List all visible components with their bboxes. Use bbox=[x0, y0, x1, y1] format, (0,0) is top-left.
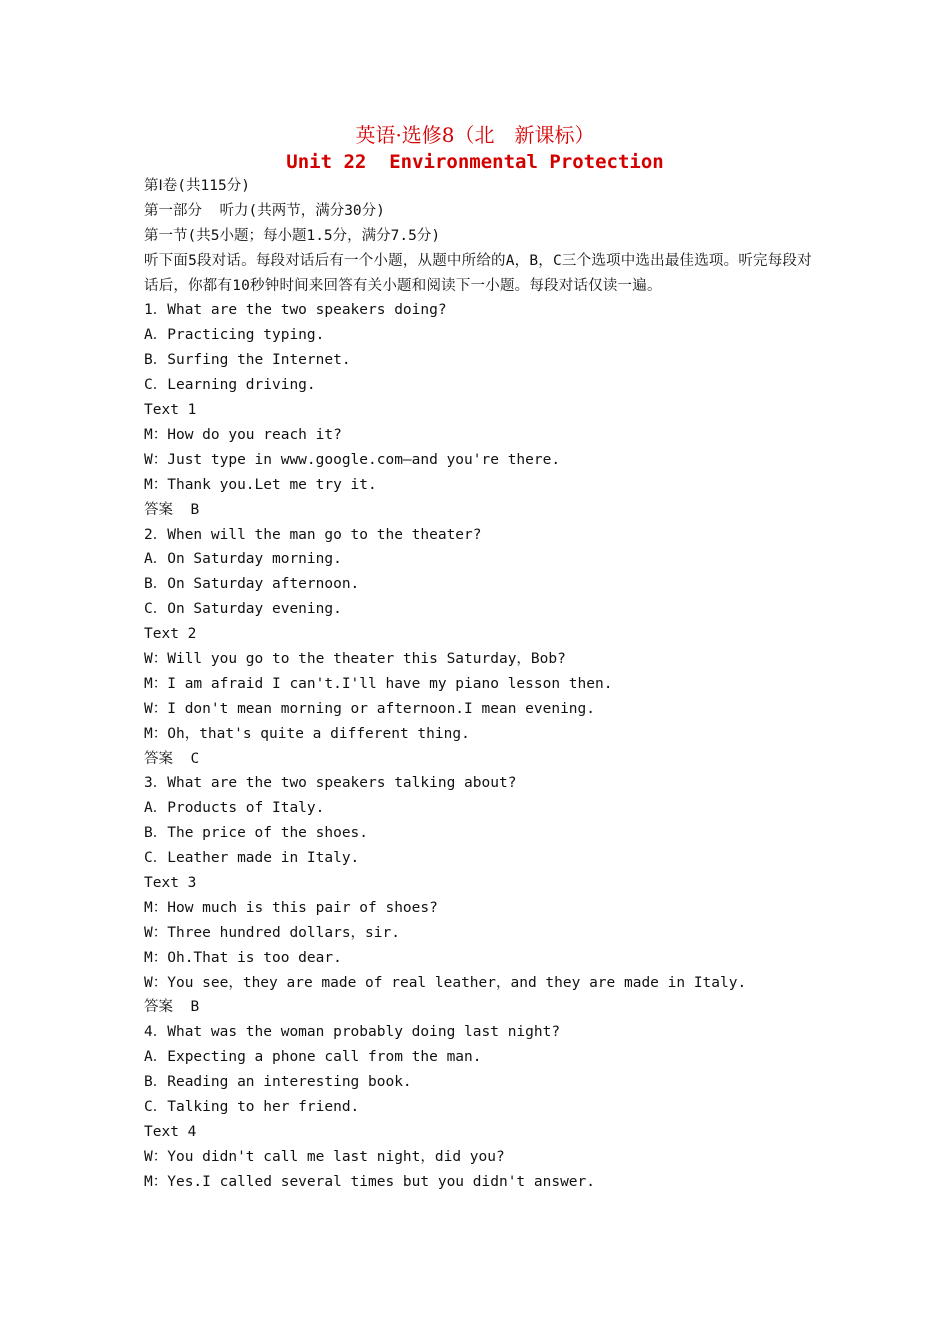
dialogue-line: M：Oh.That is too dear. bbox=[144, 949, 342, 966]
dialogue-line: W：You didn't call me last night，did you? bbox=[144, 1148, 505, 1165]
text-label: Text 2 bbox=[144, 626, 197, 643]
text-label: Text 4 bbox=[144, 1123, 197, 1140]
answer-line: 答案 C bbox=[144, 750, 200, 767]
answer-line: 答案 B bbox=[144, 501, 200, 518]
question-block bbox=[144, 1020, 814, 1194]
dialogue-line: M：Yes.I called several times but you didn't answer. bbox=[144, 1173, 595, 1190]
dialogue-line: M：Thank you.Let me try it. bbox=[144, 476, 377, 493]
question-stem: 4．What was the woman probably doing last night? bbox=[144, 1024, 561, 1041]
dialogue-line: W：Will you go to the theater this Saturday，Bob? bbox=[144, 650, 566, 667]
option-c: C．On Saturday evening. bbox=[144, 601, 342, 618]
option-b: B．On Saturday afternoon. bbox=[144, 576, 360, 593]
option-b: B．Surfing the Internet. bbox=[144, 352, 351, 369]
dialogue-line: M：I am afraid I can't.I'll have my piano lesson then. bbox=[144, 675, 613, 692]
section-heading: 第一节(共5小题；每小题1.5分，满分7.5分) bbox=[144, 227, 441, 244]
dialogue-line: M：How much is this pair of shoes? bbox=[144, 899, 438, 916]
dialogue-line: W：Three hundred dollars，sir. bbox=[144, 924, 400, 941]
part-heading: 第一部分 听力(共两节，满分30分) bbox=[144, 202, 385, 219]
paper-heading: 第Ⅰ卷(共115分) bbox=[144, 178, 250, 194]
dialogue-line: W：I don't mean morning or afternoon.I mean evening. bbox=[144, 700, 595, 717]
option-a: A．Expecting a phone call from the man. bbox=[144, 1049, 482, 1066]
question-block bbox=[144, 771, 814, 1020]
option-a: A．Practicing typing. bbox=[144, 327, 325, 344]
dialogue-line: W：Just type in www.google.com—and you're there. bbox=[144, 451, 561, 468]
dialogue-line: M：Oh，that's quite a different thing. bbox=[144, 725, 470, 742]
text-label: Text 1 bbox=[144, 402, 197, 419]
option-a: A．On Saturday morning. bbox=[144, 551, 342, 568]
option-c: C．Leather made in Italy. bbox=[144, 850, 360, 867]
question-stem: 1．What are the two speakers doing? bbox=[144, 302, 447, 319]
document-body bbox=[144, 174, 814, 1195]
course-title: 英语·选修8（北 新课标） bbox=[355, 123, 595, 147]
option-c: C．Talking to her friend. bbox=[144, 1098, 360, 1115]
dialogue-line: W：You see，they are made of real leather，and they are made in Italy. bbox=[144, 974, 747, 991]
unit-title: Unit 22 Environmental Protection bbox=[286, 151, 664, 173]
answer-line: 答案 B bbox=[144, 999, 200, 1016]
option-a: A．Products of Italy. bbox=[144, 800, 325, 817]
question-block bbox=[144, 523, 814, 772]
question-stem: 2．When will the man go to the theater? bbox=[144, 526, 482, 543]
option-b: B．The price of the shoes. bbox=[144, 825, 369, 842]
text-label: Text 3 bbox=[144, 874, 197, 891]
option-c: C．Learning driving. bbox=[144, 377, 316, 394]
dialogue-line: M：How do you reach it? bbox=[144, 426, 342, 443]
option-b: B．Reading an interesting book. bbox=[144, 1074, 412, 1091]
question-stem: 3．What are the two speakers talking about? bbox=[144, 775, 517, 792]
instructions: 听下面5段对话。每段对话后有一个小题，从题中所给的A，B，C三个选项中选出最佳选项。听完每段对话后，你都有10秒钟时间来回答有关小题和阅读下一小题。每段对话仅读一遍。 bbox=[144, 252, 812, 294]
question-block bbox=[144, 298, 814, 522]
